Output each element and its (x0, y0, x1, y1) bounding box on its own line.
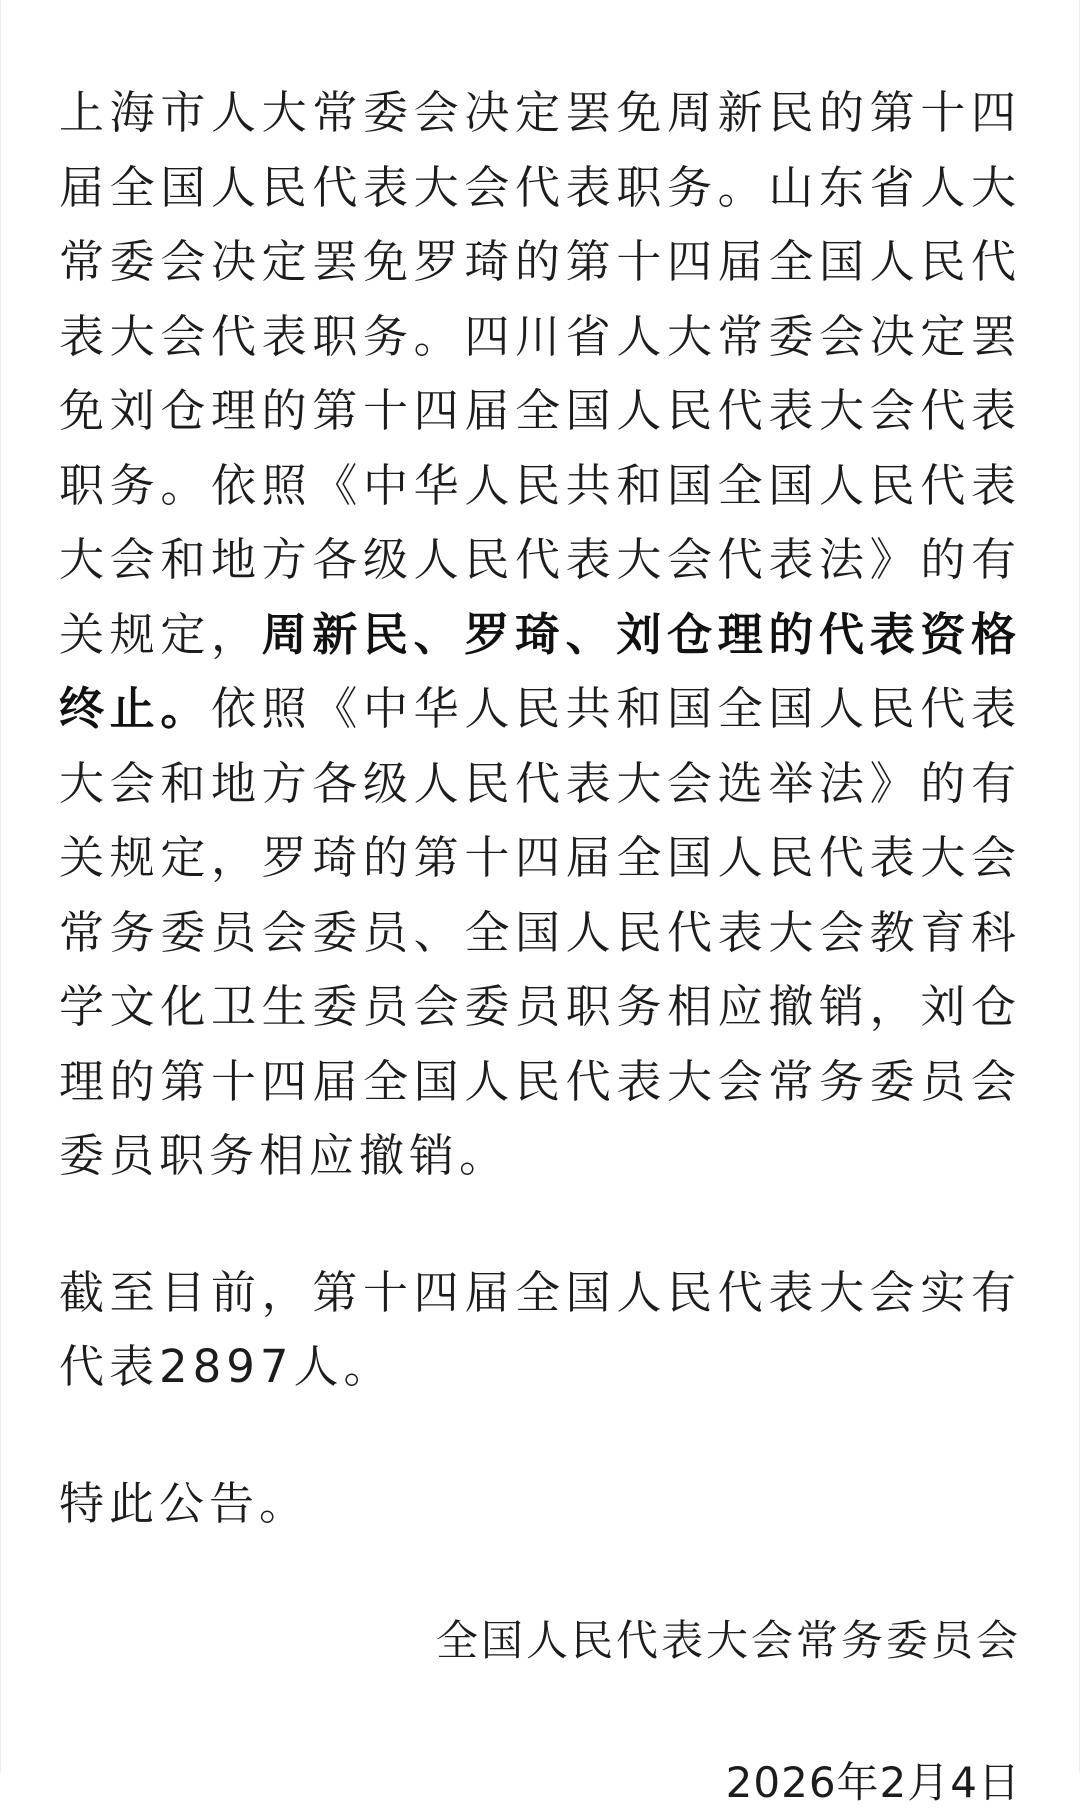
issuing-organization: 全国人民代表大会常务委员会 (435, 1616, 1021, 1665)
body-text-part2: 依照《中华人民共和国全国人民代表大会和地方各级人民代表大会选举法》的有关规定，罗琦的第十四届全国人民代表大会常务委员会委员、全国人民代表大会教育科学文化卫生委员会委员职务相应撤销，刘仓理的第十四届全国人民代表大会常务委员会委员职务相应撤销。 (59, 682, 1021, 1182)
body-text-bold-qualification-terminated: 周新民、罗琦、刘仓理的代表资格终止。 (59, 607, 1021, 735)
current-deputies-count-paragraph: 截至目前，第十四届全国人民代表大会实有代表2897人。 (59, 1265, 1021, 1393)
announcement-body-paragraph (59, 76, 1021, 1194)
issue-date: 2026年2月4日 (725, 1758, 1021, 1807)
closing-statement: 特此公告。 (59, 1476, 310, 1530)
body-text-part1: 上海市人大常委会决定罢免周新民的第十四届全国人民代表大会代表职务。山东省人大常委会决定罢免罗琦的第十四届全国人民代表大会代表职务。四川省人大常委会决定罢免刘仓理的第十四届全国人民代表大会代表职务。依照《中华人民共和国全国人民代表大会和地方各级人民代表大会代表法》的有关规定， (59, 86, 1021, 661)
